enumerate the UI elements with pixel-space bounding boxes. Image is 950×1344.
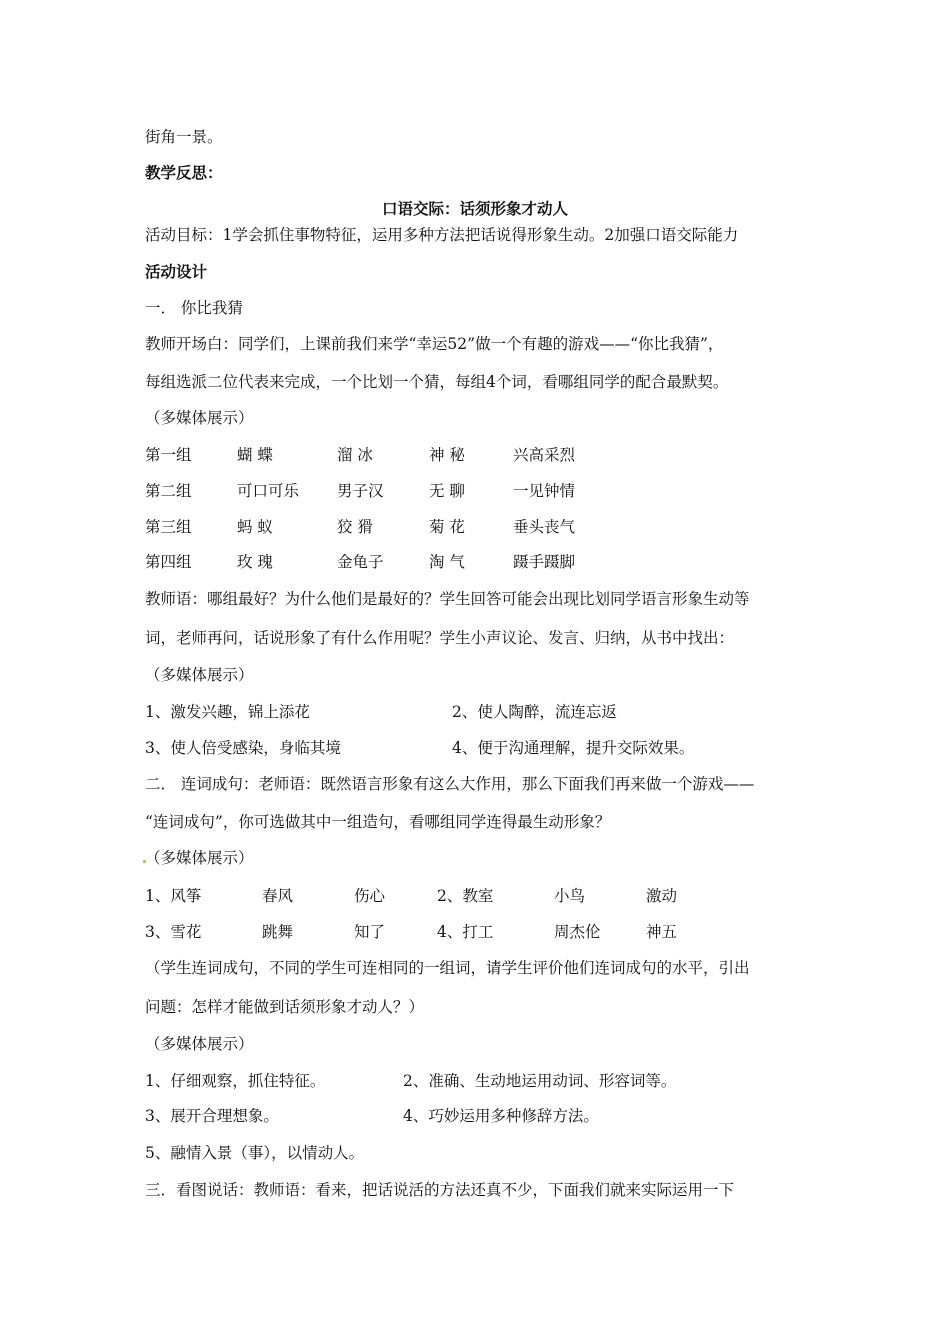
word-item: 春风 <box>262 887 294 905</box>
group-word: 可口可乐 <box>237 482 300 500</box>
group-word: 男子汉 <box>337 482 384 500</box>
group-word: 蚂 蚁 <box>237 518 273 536</box>
effect-item: 3、使人倍受感染，身临其境 <box>145 739 341 757</box>
paragraph-jiejiao: 街角一景。 <box>145 128 223 146</box>
group-word: 菊 花 <box>429 518 465 536</box>
media-note: （多媒体展示） <box>145 666 254 684</box>
group-word: 金龟子 <box>337 553 384 571</box>
section-1-heading: 一． 你比我猜 <box>145 299 243 317</box>
group-word: 蝴 蝶 <box>237 446 273 464</box>
group-word: 淘 气 <box>429 553 465 571</box>
group-word: 溜 冰 <box>337 446 373 464</box>
section-2-paragraph-2: “连词成句”，你可选做其中一组造句，看哪组同学连得最生动形象？ <box>145 813 611 831</box>
effect-item: 4、便于沟通理解，提升交际效果。 <box>452 739 695 757</box>
group-word: 垂头丧气 <box>513 518 576 536</box>
word-item: 周杰伦 <box>554 923 601 941</box>
word-item: 知了 <box>354 923 386 941</box>
section-2-paragraph-4: 问题：怎样才能做到话须形象才动人？） <box>145 998 425 1016</box>
method-item: 4、巧妙运用多种修辞方法。 <box>403 1107 599 1125</box>
group-word: 狡 猾 <box>337 518 373 536</box>
group-label: 第三组 <box>145 518 192 536</box>
page-title: 口语交际：话须形象才动人 <box>381 199 568 218</box>
group-word: 蹑手蹑脚 <box>513 553 576 571</box>
section-1-paragraph-4: 词，老师再问，话说形象了有什么作用呢？学生小声议论、发言、归纳，从书中找出： <box>145 629 735 647</box>
word-item: 2、教室 <box>437 887 494 905</box>
method-item: 2、准确、生动地运用动词、形容词等。 <box>403 1072 677 1090</box>
group-word: 无 聊 <box>429 482 465 500</box>
method-item: 3、展开合理想象。 <box>145 1107 279 1125</box>
word-item: 小鸟 <box>554 887 586 905</box>
word-item: 神五 <box>646 923 678 941</box>
media-note: （多媒体展示） <box>145 849 254 867</box>
group-word: 兴高采烈 <box>513 446 576 464</box>
media-note: （多媒体展示） <box>145 409 254 427</box>
group-word: 神 秘 <box>429 446 465 464</box>
group-word: 玫 瑰 <box>237 553 273 571</box>
effect-item: 1、激发兴趣，锦上添花 <box>145 703 310 721</box>
heading-activity-design: 活动设计 <box>145 262 208 281</box>
word-item: 4、打工 <box>437 923 494 941</box>
method-item: 1、仔细观察，抓住特征。 <box>145 1072 326 1090</box>
word-item: 激动 <box>646 887 678 905</box>
media-note: （多媒体展示） <box>145 1035 254 1053</box>
group-label: 第四组 <box>145 553 192 571</box>
section-1-paragraph-2: 每组选派二位代表来完成，一个比划一个猜，每组4个词，看哪组同学的配合最默契。 <box>145 373 729 391</box>
group-label: 第一组 <box>145 446 192 464</box>
section-2-paragraph-1: 二． 连词成句：老师语：既然语言形象有这么大作用，那么下面我们再来做一个游戏—— <box>145 775 755 793</box>
word-item: 3、雪花 <box>145 923 202 941</box>
group-word: 一见钟情 <box>513 482 576 500</box>
section-1-paragraph-1: 教师开场白：同学们，上课前我们来学“幸运52”做一个有趣的游戏——“你比我猜”， <box>145 335 724 353</box>
effect-item: 2、使人陶醉，流连忘返 <box>452 703 617 721</box>
word-item: 1、风筝 <box>145 887 202 905</box>
word-item: 跳舞 <box>262 923 294 941</box>
heading-teaching-reflection: 教学反思： <box>145 163 223 182</box>
section-1-paragraph-3: 教师语：哪组最好？为什么他们是最好的？学生回答可能会出现比划同学语言形象生动等 <box>145 590 750 608</box>
word-item: 伤心 <box>354 887 386 905</box>
activity-goal: 活动目标：1学会抓住事物特征，运用多种方法把话说得形象生动。2加强口语交际能力 <box>145 226 739 244</box>
section-3-heading: 三．看图说话：教师语：看来，把话说活的方法还真不少，下面我们就来实际运用一下 <box>145 1181 735 1199</box>
group-label: 第二组 <box>145 482 192 500</box>
section-2-paragraph-3: （学生连词成句，不同的学生可连相同的一组词，请学生评价他们连词成句的水平，引出 <box>145 959 750 977</box>
method-item: 5、融情入景（事），以情动人。 <box>145 1144 365 1162</box>
